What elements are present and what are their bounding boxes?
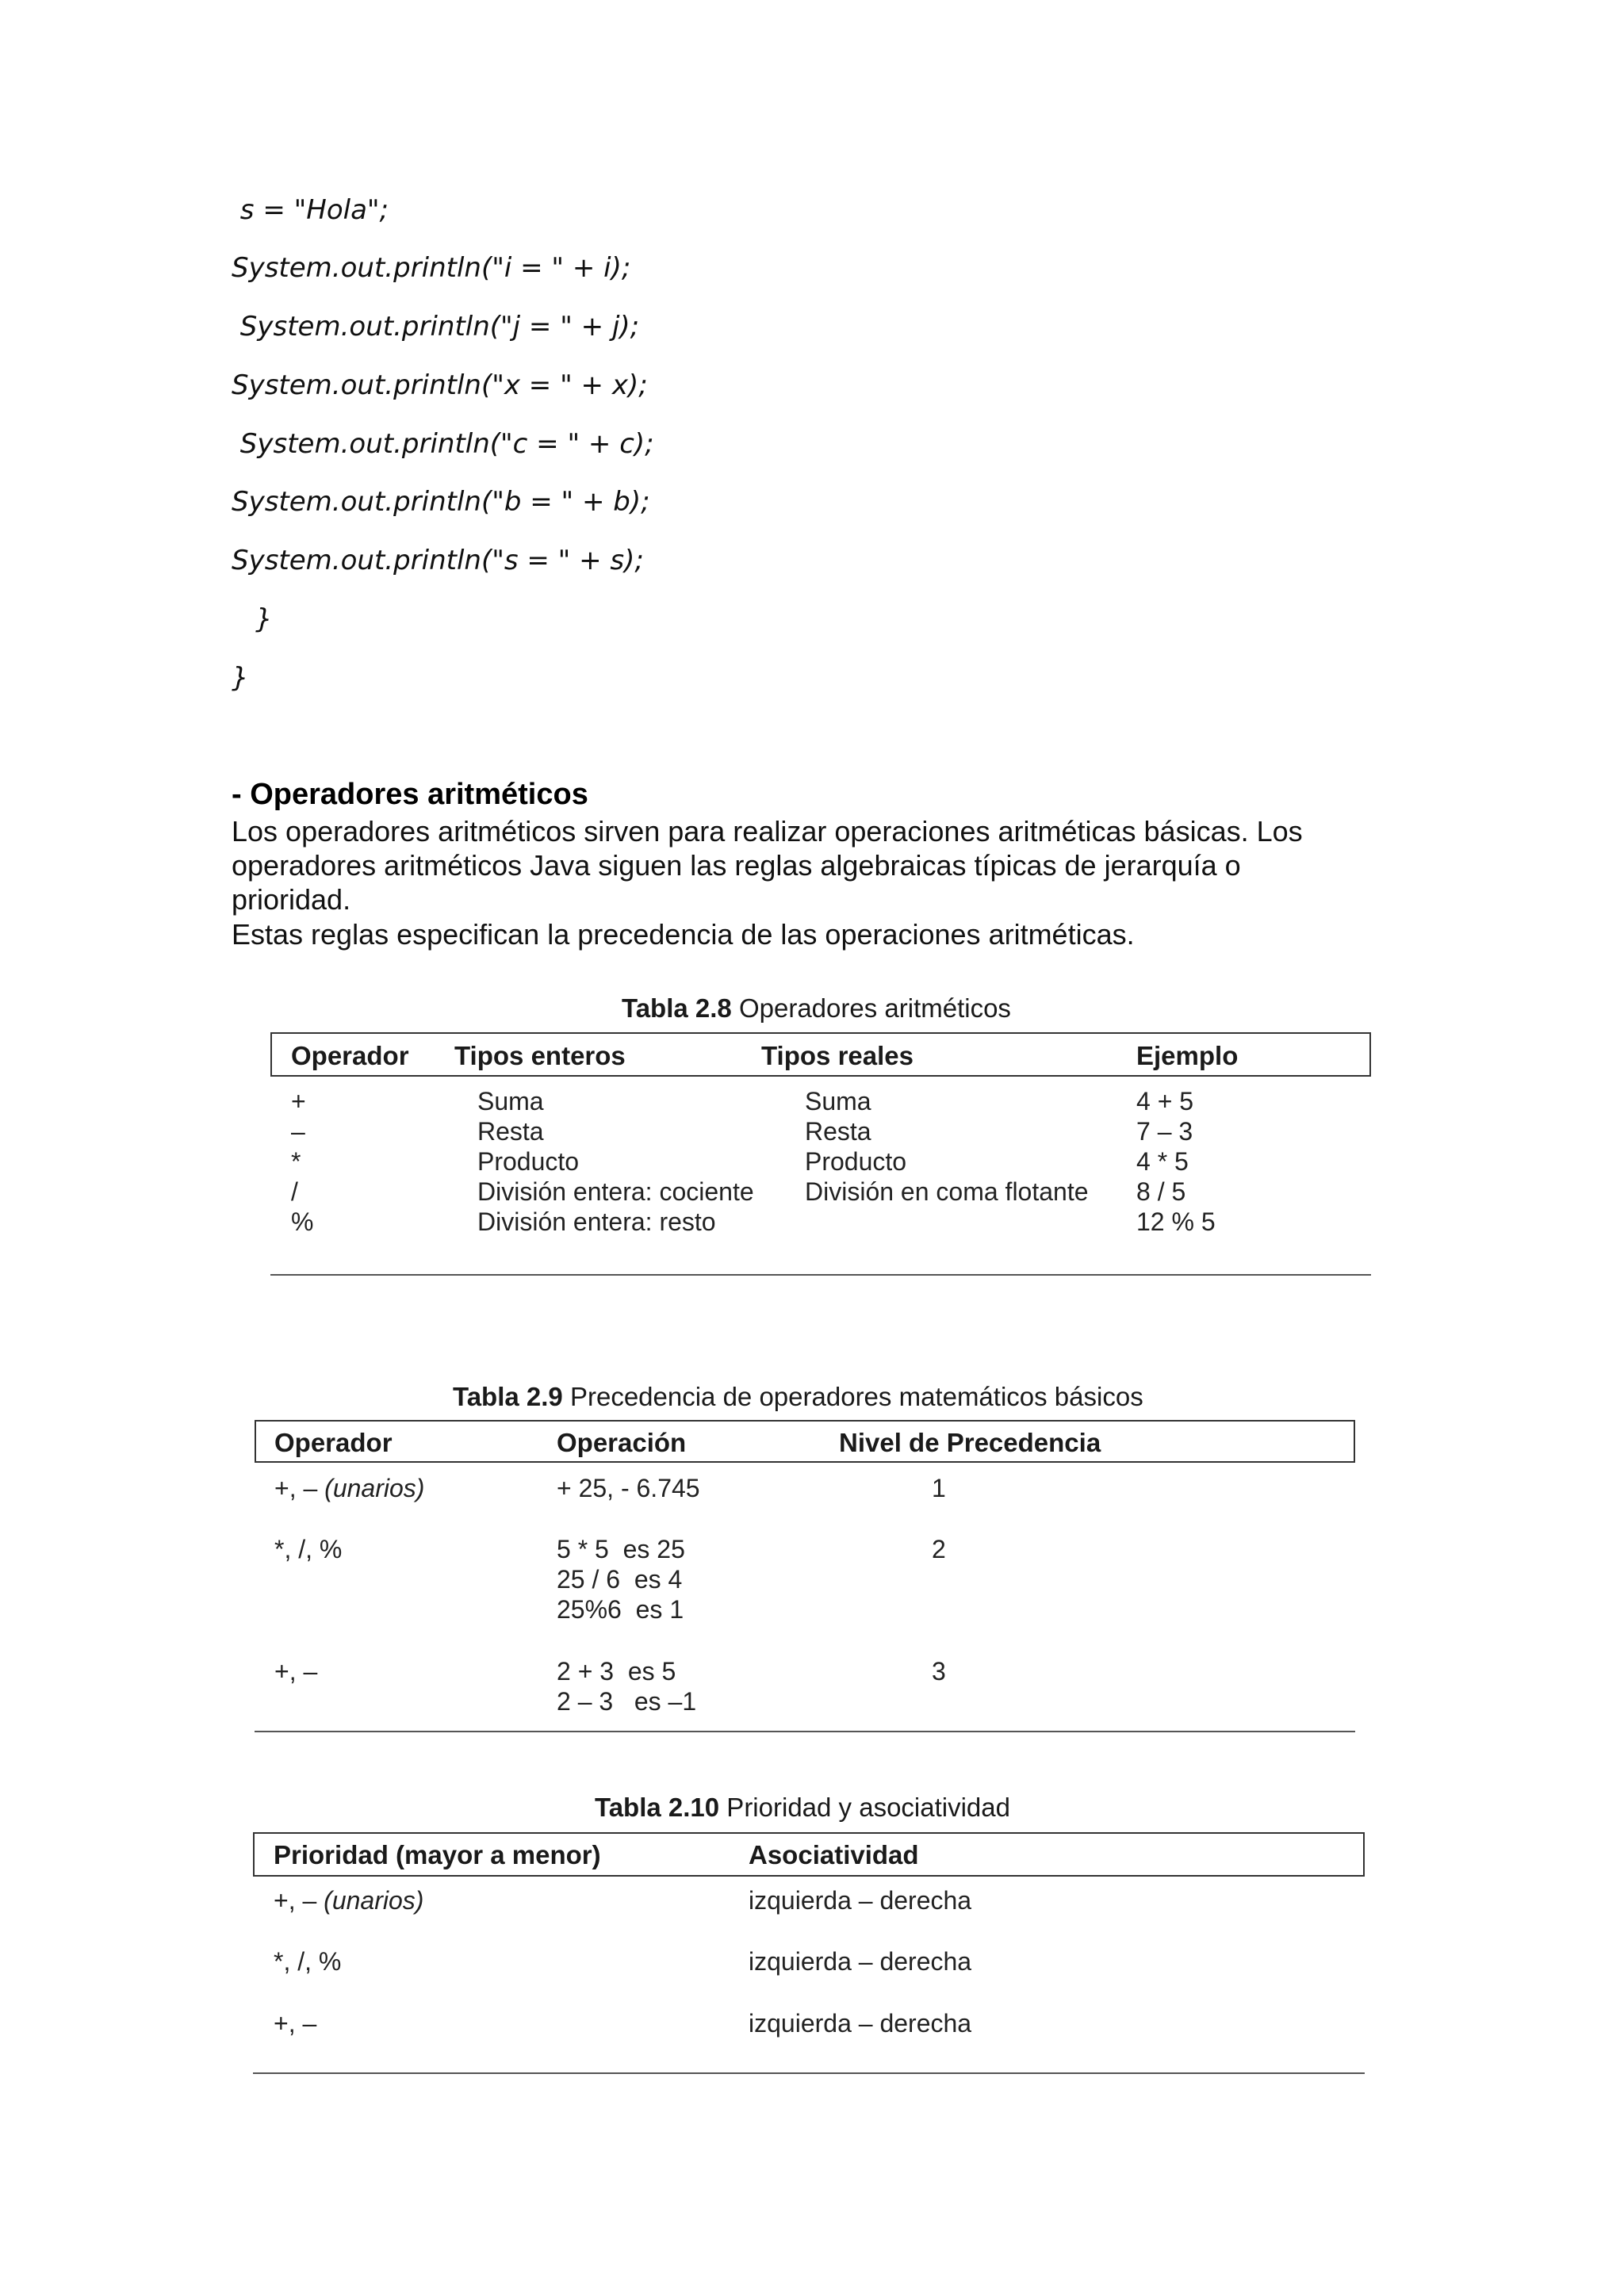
paragraph-line: Los operadores aritméticos sirven para realizar operaciones aritméticas básicas. Los bbox=[232, 815, 1303, 848]
table-cell: – bbox=[291, 1117, 305, 1146]
table-cell-operator bbox=[274, 1473, 424, 1503]
table-cell: Resta bbox=[477, 1117, 544, 1146]
column-header: Operador bbox=[291, 1041, 409, 1070]
table-cell: División entera: resto bbox=[477, 1207, 716, 1236]
table-cell: 2 – 3 es –1 bbox=[557, 1687, 697, 1716]
column-header: Asociatividad bbox=[749, 1840, 919, 1869]
column-header: Tipos enteros bbox=[454, 1041, 626, 1070]
table-cell: Producto bbox=[477, 1147, 580, 1176]
table-cell: 2 + 3 es 5 bbox=[557, 1657, 676, 1686]
priority-note: (unarios) bbox=[324, 1886, 424, 1915]
table-cell: Suma bbox=[805, 1087, 871, 1115]
column-header: Tipos reales bbox=[761, 1041, 914, 1070]
code-line: System.out.println("b = " + b); bbox=[232, 486, 650, 518]
code-line: System.out.println("c = " + c); bbox=[232, 428, 654, 460]
operator-symbols: +, – bbox=[274, 1474, 318, 1502]
table-cell: Resta bbox=[805, 1117, 871, 1146]
section-title: - Operadores aritméticos bbox=[232, 778, 588, 811]
paragraph-line: prioridad. bbox=[232, 883, 351, 916]
table-cell: % bbox=[291, 1207, 314, 1236]
column-header: Prioridad (mayor a menor) bbox=[274, 1840, 601, 1869]
table-cell: División en coma flotante bbox=[805, 1177, 1089, 1206]
code-line: System.out.println("j = " + j); bbox=[232, 311, 640, 342]
table-cell: 25 / 6 es 4 bbox=[557, 1565, 683, 1594]
table-cell: 8 / 5 bbox=[1136, 1177, 1186, 1206]
table-cell: + bbox=[291, 1087, 306, 1115]
table-cell: izquierda – derecha bbox=[749, 1886, 972, 1915]
table-cell: 12 % 5 bbox=[1136, 1207, 1216, 1236]
priority-symbols: +, – bbox=[274, 1886, 317, 1915]
column-header: Operación bbox=[557, 1428, 687, 1457]
table-bottom-rule bbox=[255, 1731, 1355, 1732]
table-caption bbox=[453, 1381, 1143, 1413]
code-line: s = "Hola"; bbox=[232, 194, 389, 226]
paragraph-line: operadores aritméticos Java siguen las reglas algebraicas típicas de jerarquía o bbox=[232, 849, 1241, 882]
table-cell: 3 bbox=[932, 1657, 946, 1686]
column-header: Nivel de Precedencia bbox=[839, 1428, 1101, 1457]
table-cell: 4 * 5 bbox=[1136, 1147, 1189, 1176]
table-cell: 25%6 es 1 bbox=[557, 1595, 684, 1624]
caption-label: Tabla 2.9 bbox=[453, 1382, 563, 1411]
table-caption bbox=[622, 993, 1011, 1024]
code-line: System.out.println("x = " + x); bbox=[232, 369, 648, 401]
table-cell: *, /, % bbox=[274, 1535, 343, 1563]
code-line: System.out.println("i = " + i); bbox=[232, 252, 631, 284]
table-cell: +, – bbox=[274, 1657, 318, 1686]
operator-note: (unarios) bbox=[324, 1474, 425, 1502]
caption-label: Tabla 2.10 bbox=[595, 1793, 720, 1822]
table-bottom-rule bbox=[270, 1274, 1371, 1276]
column-header: Ejemplo bbox=[1136, 1041, 1239, 1070]
table-cell: Producto bbox=[805, 1147, 907, 1176]
table-caption bbox=[595, 1792, 1010, 1823]
table-cell: 5 * 5 es 25 bbox=[557, 1535, 685, 1563]
table-cell: izquierda – derecha bbox=[749, 2009, 972, 2038]
caption-text: Precedencia de operadores matemáticos básicos bbox=[562, 1382, 1143, 1411]
table-cell: 1 bbox=[932, 1474, 946, 1502]
caption-text: Operadores aritméticos bbox=[731, 993, 1011, 1023]
table-bottom-rule bbox=[253, 2072, 1365, 2074]
code-line: } bbox=[255, 603, 273, 635]
table-cell: / bbox=[291, 1177, 298, 1206]
table-cell: izquierda – derecha bbox=[749, 1947, 972, 1976]
table-cell: División entera: cociente bbox=[477, 1177, 754, 1206]
caption-text: Prioridad y asociatividad bbox=[719, 1793, 1010, 1822]
table-cell: *, /, % bbox=[274, 1947, 342, 1976]
table-cell-priority bbox=[274, 1885, 423, 1915]
table-cell: 4 + 5 bbox=[1136, 1087, 1194, 1115]
table-header-box bbox=[255, 1420, 1355, 1463]
table-cell: Suma bbox=[477, 1087, 544, 1115]
table-cell: +, – bbox=[274, 2009, 317, 2038]
code-line: } bbox=[232, 662, 249, 694]
table-cell: 2 bbox=[932, 1535, 946, 1563]
code-line: System.out.println("s = " + s); bbox=[232, 545, 644, 576]
table-cell: * bbox=[291, 1147, 301, 1176]
paragraph-line: Estas reglas especifican la precedencia de las operaciones aritméticas. bbox=[232, 918, 1135, 951]
table-cell: 7 – 3 bbox=[1136, 1117, 1193, 1146]
column-header: Operador bbox=[274, 1428, 393, 1457]
table-cell: + 25, - 6.745 bbox=[557, 1474, 700, 1502]
caption-label: Tabla 2.8 bbox=[622, 993, 732, 1023]
